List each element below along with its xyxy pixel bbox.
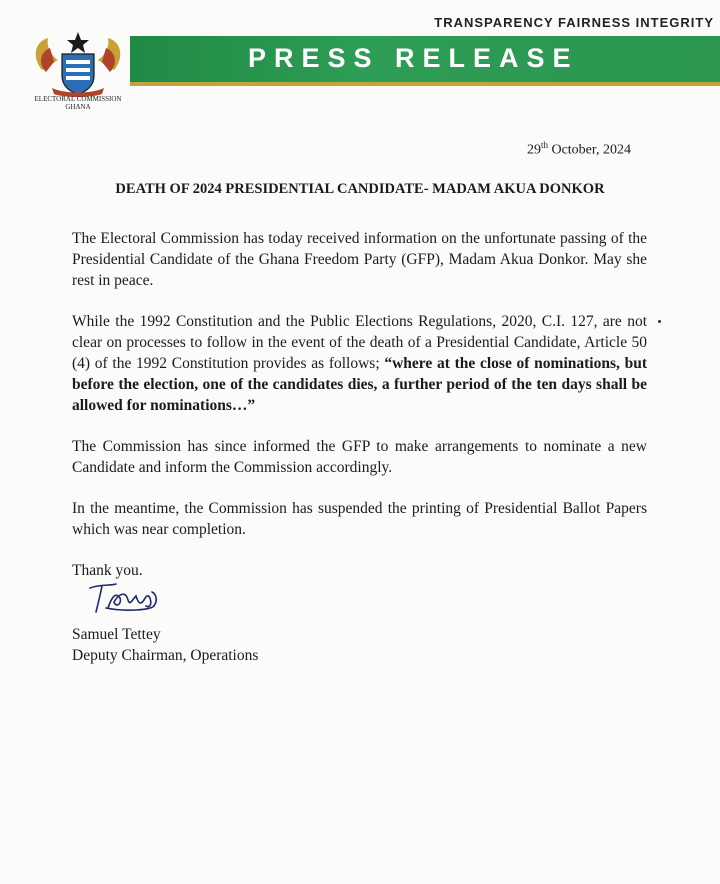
- paragraph-3: The Commission has since informed the GFP to make arrangements to nominate a new Candidate and inform the Commission accordingly.: [72, 438, 647, 476]
- banner-gold-stripe: [130, 82, 720, 86]
- date-suffix: th: [540, 140, 548, 150]
- signer-block: [72, 624, 258, 666]
- headline: DEATH OF 2024 PRESIDENTIAL CANDIDATE- MADAM AKUA DONKOR: [115, 181, 605, 197]
- date-rest: October, 2024: [551, 142, 631, 158]
- handwritten-signature-icon: [86, 578, 166, 618]
- stray-mark: [658, 320, 661, 323]
- signer-title: Deputy Chairman, Operations: [72, 647, 259, 664]
- thank-you: Thank you.: [72, 562, 143, 579]
- paragraph-2: [72, 311, 647, 416]
- tagline: TRANSPARENCY FAIRNESS INTEGRITY: [434, 15, 714, 30]
- paragraph-4: In the meantime, the Commission has suspended the printing of Presidential Ballot Papers which was near completion.: [72, 500, 647, 538]
- paragraph-2-quote: “where at the close of nominations, but before the election, one of the candidates dies, a further period of the ten days shall be allowed for nominations…”: [72, 355, 647, 414]
- coat-of-arms-logo-icon: [28, 28, 128, 98]
- release-body: [72, 228, 647, 601]
- logo-caption-line2: GHANA: [65, 103, 91, 111]
- date-day: 29: [526, 142, 541, 158]
- paragraph-1: The Electoral Commission has today received information on the unfortunate passing of the Presidential Candidate of the Ghana Freedom Party (GFP), Madam Akua Donkor. May she rest in peace.: [72, 230, 647, 289]
- signer-name: Samuel Tettey: [72, 626, 161, 643]
- banner-title: PRESS RELEASE: [248, 43, 579, 73]
- release-date: [527, 140, 631, 159]
- logo-caption: [20, 95, 136, 111]
- logo-caption-line1: ELECTORAL COMMISSION: [34, 95, 122, 103]
- paragraph-2-text: While the 1992 Constitution and the Public Elections Regulations, 2020, C.I. 127, are not clear on processes to follow in the event of the death of a Presidential Candidate, Article 50 (4) of the 1992 Constitution provides as follows;: [72, 313, 647, 372]
